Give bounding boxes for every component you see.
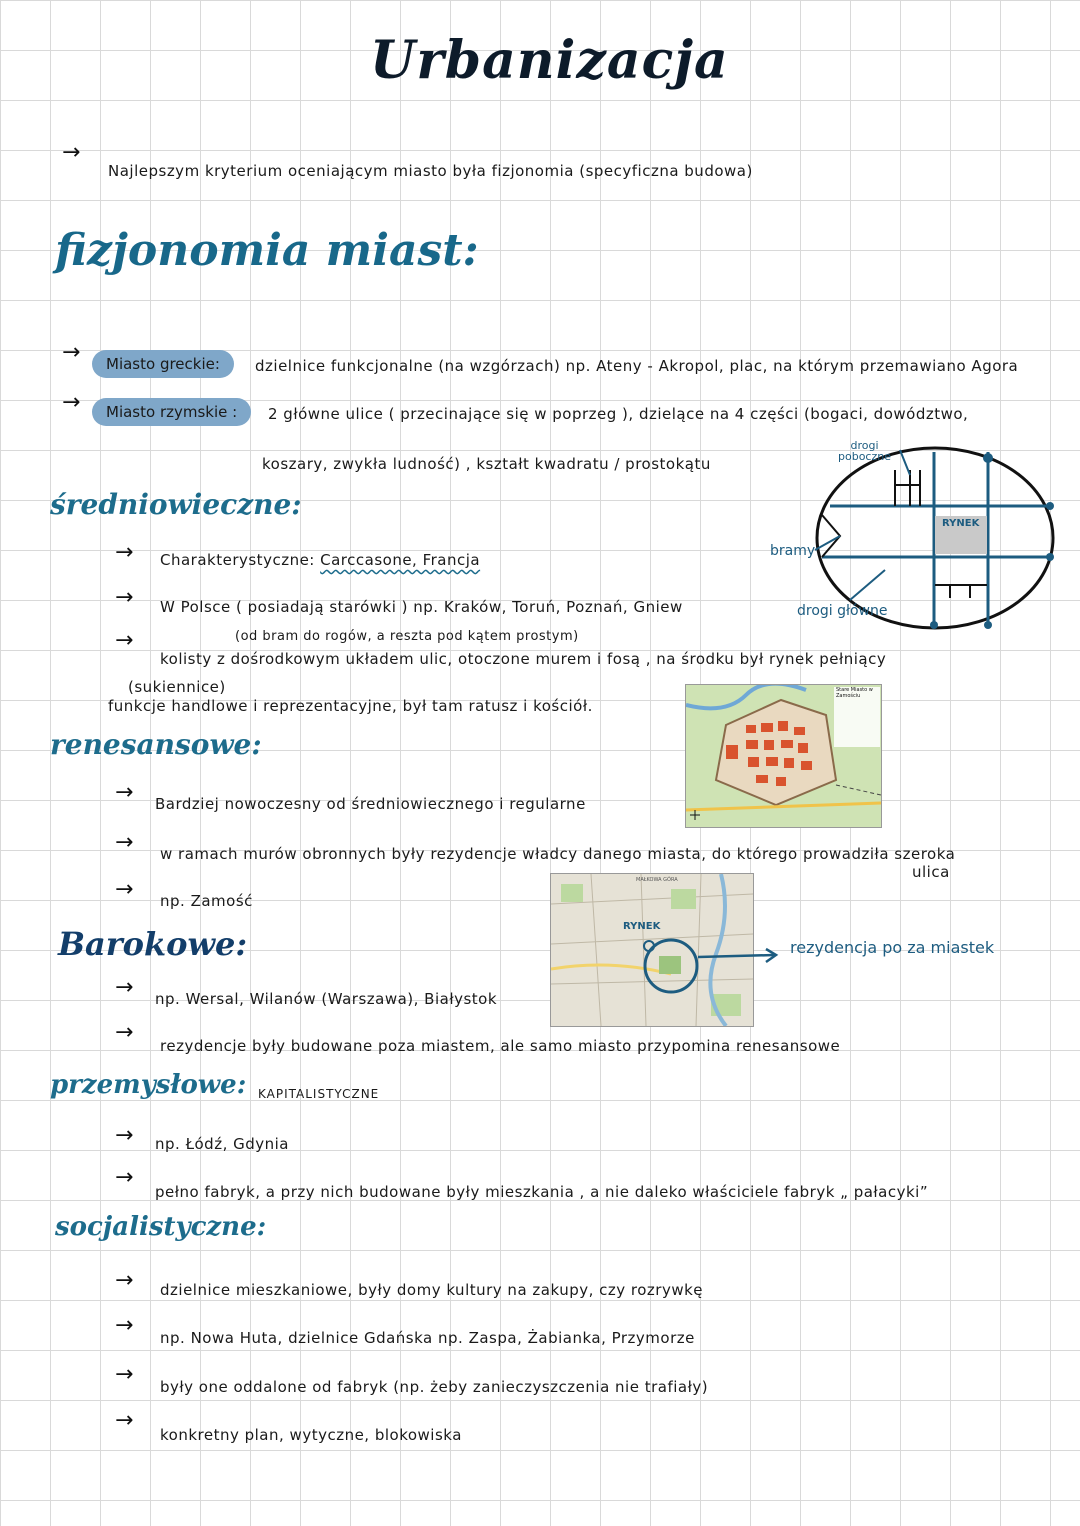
arrow-icon: → bbox=[115, 1123, 134, 1148]
greek-city-label: Miasto greckie: bbox=[92, 350, 234, 378]
socialist-item-4: konkretny plan, wytyczne, blokowiska bbox=[160, 1426, 462, 1444]
market-label: RYNEK bbox=[942, 518, 980, 529]
page-title: Urbanizacja bbox=[370, 30, 729, 91]
arrow-icon: → bbox=[115, 1020, 134, 1045]
arrow-icon: → bbox=[115, 1165, 134, 1190]
arrow-icon: → bbox=[115, 1408, 134, 1433]
renaissance-item-2b: ulica bbox=[912, 863, 950, 881]
socialist-item-3: były one oddalone od fabryk (np. żeby zanieczyszczenia nie trafiały) bbox=[160, 1378, 709, 1396]
renaissance-item-3: np. Zamość bbox=[160, 892, 253, 910]
socialist-item-2: np. Nowa Huta, dzielnice Gdańska np. Zaspa, Żabianka, Przymorze bbox=[160, 1329, 695, 1347]
arrow-icon: → bbox=[115, 975, 134, 1000]
residence-note: rezydencja po za miastek bbox=[790, 938, 995, 957]
medieval-city-diagram bbox=[760, 430, 1070, 630]
intro-text: Najlepszym kryterium oceniającym miasto była fizjonomia (specyficzna budowa) bbox=[108, 162, 753, 180]
medieval-item-1-prefix: Charakterystyczne: bbox=[160, 551, 315, 569]
gates-label: bramy bbox=[770, 543, 816, 559]
arrow-icon: → bbox=[62, 340, 81, 365]
medieval-item-1-example: Carccasone, Francja bbox=[320, 551, 481, 569]
baroque-item-1: np. Wersal, Wilanów (Warszawa), Białystok bbox=[155, 990, 498, 1008]
section-heading-socialist: socjalistyczne: bbox=[55, 1212, 267, 1242]
section-heading-renaissance: renesansowe: bbox=[50, 728, 262, 761]
arrow-icon: → bbox=[115, 877, 134, 902]
section-heading-medieval: średniowieczne: bbox=[50, 488, 302, 521]
arrow-icon: → bbox=[115, 830, 134, 855]
arrow-icon: → bbox=[115, 780, 134, 805]
medieval-item-2: W Polsce ( posiadają starówki ) np. Kraków, Toruń, Poznań, Gniew bbox=[160, 598, 683, 616]
section-heading-physiognomy: fizjonomia miast: bbox=[55, 225, 479, 276]
arrow-icon: → bbox=[115, 1362, 134, 1387]
medieval-item-3-note: (od bram do rogów, a reszta pod kątem prostym) bbox=[235, 629, 579, 644]
arrow-icon: → bbox=[115, 628, 134, 653]
roman-city-text-cont: koszary, zwykła ludność) , kształt kwadratu / prostokątu bbox=[262, 455, 711, 473]
section-heading-baroque: Barokowe: bbox=[58, 925, 248, 963]
medieval-item-3: kolisty z dośrodkowym układem ulic, otoczone murem i fosą , na środku był rynek pełniący bbox=[160, 650, 887, 668]
industrial-subheading: KAPITALISTYCZNE bbox=[258, 1087, 380, 1101]
roman-city-text: 2 główne ulice ( przecinające się w poprzeg ), dzielące na 4 części (bogaci, dowództwo, bbox=[268, 405, 969, 423]
zamosc-map-image bbox=[685, 684, 882, 828]
arrow-icon: → bbox=[62, 140, 81, 165]
renaissance-item-2: w ramach murów obronnych były rezydencje władcy danego miasta, do którego prowadziła szeroka bbox=[160, 845, 956, 863]
street-map-top-label: MAŁKOWA GÓRA bbox=[636, 877, 678, 883]
arrow-icon: → bbox=[62, 390, 81, 415]
section-heading-industrial: przemysłowe: bbox=[50, 1070, 247, 1100]
medieval-item-4-note: (sukiennice) bbox=[128, 678, 226, 696]
socialist-item-1: dzielnice mieszkaniowe, były domy kultury na zakupy, czy rozrywkę bbox=[160, 1281, 704, 1299]
arrow-icon: → bbox=[115, 1268, 134, 1293]
main-roads-label: drogi główne bbox=[797, 603, 888, 619]
industrial-item-2: pełno fabryk, a przy nich budowane były mieszkania , a nie daleko właściciele fabryk „ pałacyki” bbox=[155, 1183, 929, 1201]
greek-city-text: dzielnice funkcjonalne (na wzgórzach) np. Ateny - Akropol, plac, na którym przemawiano Agora bbox=[255, 357, 1019, 375]
renaissance-item-1: Bardziej nowoczesny od średniowiecznego i regularne bbox=[155, 795, 586, 813]
arrow-icon: → bbox=[115, 1313, 134, 1338]
street-map-market-label: RYNEK bbox=[623, 921, 661, 932]
industrial-item-1: np. Łódź, Gdynia bbox=[155, 1135, 289, 1153]
medieval-item-1 bbox=[160, 551, 480, 569]
arrow-icon: → bbox=[115, 585, 134, 610]
side-roads-label: drogi poboczne bbox=[838, 439, 891, 463]
zamosc-map-drawing bbox=[686, 685, 881, 827]
medieval-item-4: funkcje handlowe i reprezentacyjne, był tam ratusz i kościół. bbox=[108, 697, 593, 715]
arrow-icon: → bbox=[115, 540, 134, 565]
roman-city-label: Miasto rzymskie : bbox=[92, 398, 251, 426]
baroque-item-2: rezydencje były budowane poza miastem, ale samo miasto przypomina renesansowe bbox=[160, 1037, 841, 1055]
zamosc-map-title: Stare Miasto w Zamościu bbox=[836, 687, 873, 699]
residence-arrow bbox=[698, 945, 783, 970]
